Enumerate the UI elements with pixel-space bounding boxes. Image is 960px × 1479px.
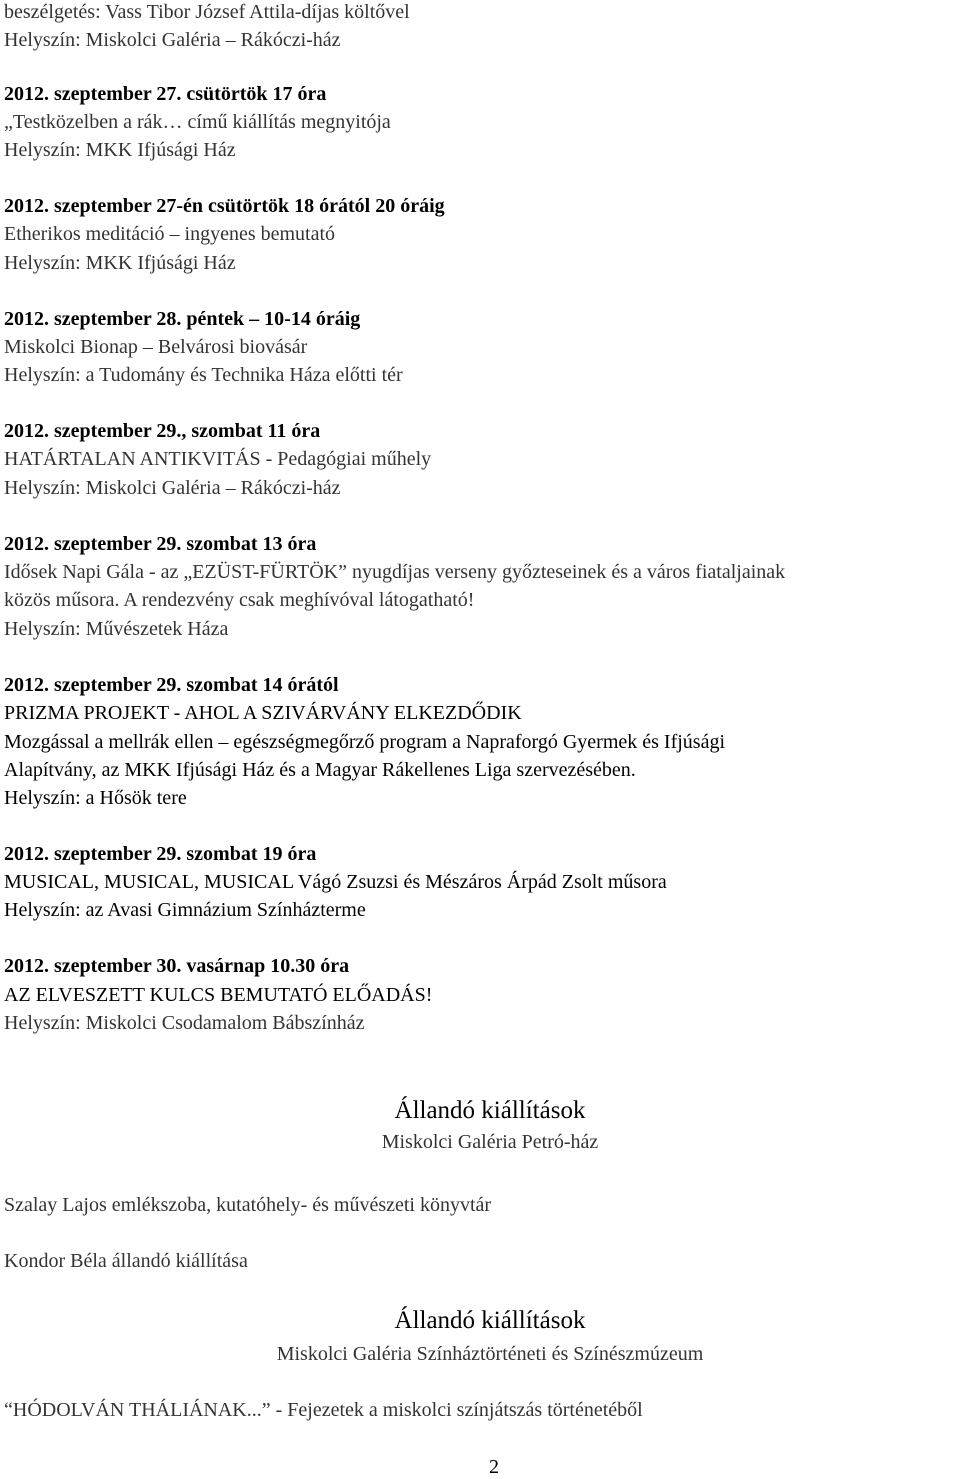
venue-line: Helyszín: Művészetek Háza	[4, 618, 229, 640]
event-date: 2012. szeptember 28. péntek – 10-14 óráig	[4, 308, 361, 330]
event-date: 2012. szeptember 29. szombat 13 óra	[4, 533, 317, 555]
event-title: HATÁRTALAN ANTIKVITÁS - Pedagógiai műhely	[4, 448, 432, 470]
event-date: 2012. szeptember 29. szombat 14 órától	[4, 674, 339, 696]
event-title: AZ ELVESZETT KULCS BEMUTATÓ ELŐADÁS!	[4, 984, 433, 1006]
event-description: Mozgással a mellrák ellen – egészségmegőrző program a Napraforgó Gyermek és Ifjúsági	[4, 731, 726, 753]
venue-line: Helyszín: MKK Ifjúsági Ház	[4, 252, 236, 274]
event-title: Etherikos meditáció – ingyenes bemutató	[4, 223, 336, 245]
section-heading: Állandó kiállítások	[394, 1307, 586, 1334]
venue-line: Helyszín: Miskolci Galéria – Rákóczi-ház	[4, 29, 341, 51]
venue-line: Helyszín: a Tudomány és Technika Háza előtti tér	[4, 364, 403, 386]
event-title: „Testközelben a rák… című kiállítás megnyitója	[4, 111, 391, 133]
event-title: Miskolci Bionap – Belvárosi biovásár	[4, 336, 308, 358]
event-date: 2012. szeptember 29. szombat 19 óra	[4, 843, 317, 865]
section-subheading: Miskolci Galéria Petró-ház	[381, 1131, 599, 1153]
exhibition-item: “HÓDOLVÁN THÁLIÁNAK...” - Fejezetek a miskolci színjátszás történetéből	[4, 1399, 643, 1421]
event-description: közös műsora. A rendezvény csak meghívóval látogatható!	[4, 589, 475, 611]
section-heading: Állandó kiállítások	[394, 1097, 586, 1124]
event-description: Alapítvány, az MKK Ifjúsági Ház és a Magyar Rákellenes Liga szervezésében.	[4, 759, 636, 781]
venue-line: Helyszín: az Avasi Gimnázium Színházterme	[4, 899, 366, 921]
event-title: Idősek Napi Gála - az „EZÜST-FÜRTÖK” nyugdíjas verseny győzteseinek és a város fiataljainak	[4, 561, 786, 583]
page-number: 2	[489, 1456, 499, 1478]
event-date: 2012. szeptember 29., szombat 11 óra	[4, 420, 321, 442]
venue-line: Helyszín: Miskolci Galéria – Rákóczi-ház	[4, 477, 341, 499]
venue-line: Helyszín: Miskolci Csodamalom Bábszínház	[4, 1012, 365, 1034]
venue-line: Helyszín: a Hősök tere	[4, 787, 187, 809]
event-date: 2012. szeptember 30. vasárnap 10.30 óra	[4, 955, 350, 977]
event-title: PRIZMA PROJEKT - AHOL A SZIVÁRVÁNY ELKEZDŐDIK	[4, 702, 522, 724]
exhibition-item: Kondor Béla állandó kiállítása	[4, 1250, 248, 1272]
event-date: 2012. szeptember 27-én csütörtök 18 órától 20 óráig	[4, 195, 445, 217]
exhibition-item: Szalay Lajos emlékszoba, kutatóhely- és művészeti könyvtár	[4, 1194, 492, 1216]
event-date: 2012. szeptember 27. csütörtök 17 óra	[4, 83, 327, 105]
venue-line: Helyszín: MKK Ifjúsági Ház	[4, 139, 236, 161]
section-subheading: Miskolci Galéria Színháztörténeti és Színészmúzeum	[276, 1343, 704, 1365]
text-line: beszélgetés: Vass Tibor József Attila-díjas költővel	[4, 1, 410, 23]
event-title: MUSICAL, MUSICAL, MUSICAL Vágó Zsuzsi és Mészáros Árpád Zsolt műsora	[4, 871, 667, 893]
